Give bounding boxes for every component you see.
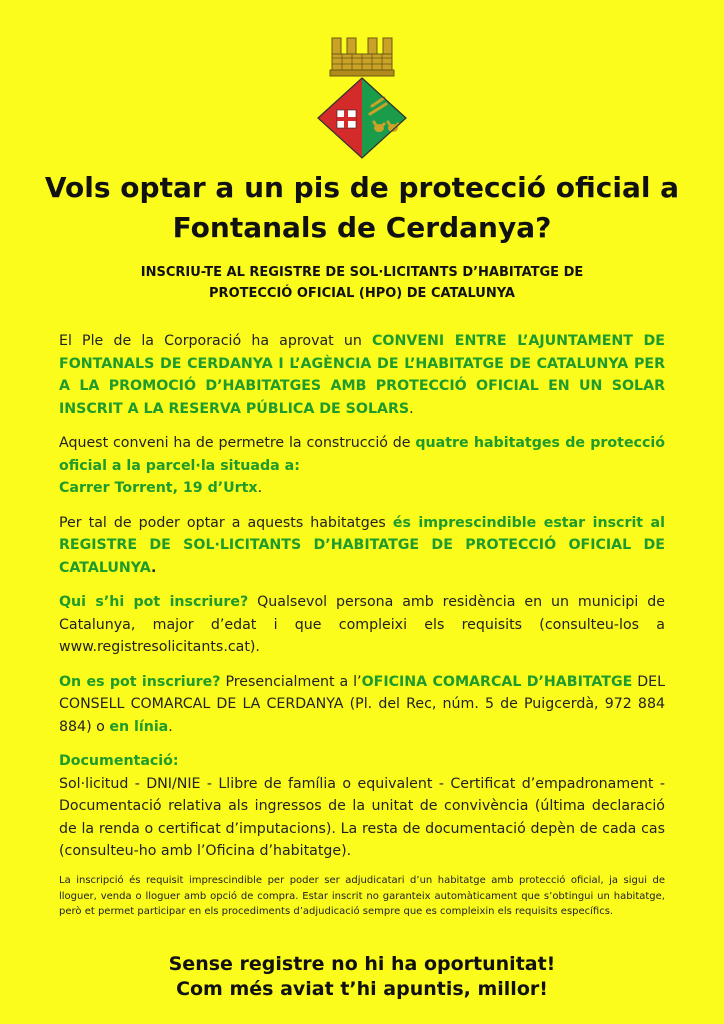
footer-slogan (40, 952, 684, 1002)
main-content (59, 330, 665, 875)
agreement-end: . (409, 400, 414, 417)
where-text-1: Presencialment a l’ (220, 673, 362, 690)
title-line-1: Vols optar a un pis de protecció oficial a (44, 171, 680, 204)
construction-highlight: quatre habitatges de protecció oficial a la parcel·la situada a: (59, 435, 665, 474)
documentation-text: Sol·licitud - DNI/NIE - Llibre de família o equivalent - Certificat d’empadronament - Documentació relativa als ingressos de la unitat de convivència (última declaració de la renda o certificat d’imputacions). La resta de documentació depèn de cada cas (consulteu-ho amb l’Oficina d’habitatge). (59, 775, 665, 859)
page-title (40, 168, 684, 248)
subtitle-line-1: INSCRIU-TE AL REGISTRE DE SOL·LICITANTS D’HABITATGE DE (140, 265, 584, 280)
requirement-end: . (150, 559, 157, 576)
slogan-line-2: Com més aviat t’hi apuntis, millor! (176, 978, 548, 1000)
paragraph-documentation (59, 750, 665, 863)
where-office: OFICINA COMARCAL D’HABITATGE (361, 673, 633, 690)
where-question: On es pot inscriure? (59, 673, 221, 690)
who-text: Qualsevol persona amb residència en un municipi de Catalunya, major d’edat i que compleixi els requisits (consulteu-los a www.registresolicitants.cat). (59, 594, 665, 655)
where-online: en línia (109, 718, 169, 735)
slogan-line-1: Sense registre no hi ha oportunitat! (168, 953, 556, 975)
who-question: Qui s’hi pot inscriure? (59, 594, 249, 610)
paragraph-requirement (59, 512, 665, 580)
subtitle-line-2: PROTECCIÓ OFICIAL (HPO) DE CATALUNYA (209, 286, 515, 301)
construction-end: . (257, 480, 263, 496)
title-line-2: Fontanals de Cerdanya? (172, 211, 552, 244)
paragraph-where (59, 671, 665, 739)
fine-print-note: La inscripció és requisit imprescindible per poder ser adjudicatari d’un habitatge amb protecció oficial, ja sigui de lloguer, venda o lloguer amb opció de compra. Estar inscrit no garanteix automàticament que s’obtingui un habitatge, però et permet participar en els procediments d’adjudicació sempre que es compleixin els requisits específics. (59, 875, 665, 917)
construction-address: Carrer Torrent, 19 d’Urtx (59, 480, 258, 496)
construction-intro: Aquest conveni ha de permetre la construcció de (59, 435, 416, 451)
requirement-highlight: és imprescindible estar inscrit al REGISTRE DE SOL·LICITANTS D’HABITATGE DE PROTECCIÓ OFICIAL DE CATALUNYA (59, 514, 665, 576)
crown-icon (330, 38, 394, 76)
requirement-intro: Per tal de poder optar a aquests habitatges (59, 514, 393, 531)
paragraph-agreement (59, 330, 665, 420)
paragraph-who (59, 591, 665, 659)
where-text-2: DEL CONSELL COMARCAL DE LA CERDANYA (Pl. del Rec, núm. 5 de Puigcerdà, 972 884 884) o (59, 673, 666, 735)
where-end: . (168, 718, 173, 735)
paragraph-construction (59, 432, 665, 500)
agreement-intro: El Ple de la Corporació ha aprovat un (59, 333, 373, 349)
coat-of-arms-icon (312, 34, 412, 160)
shield-icon (318, 78, 406, 158)
page-subtitle (90, 262, 634, 304)
documentation-heading: Documentació: (59, 753, 179, 769)
agreement-highlight: CONVENI ENTRE L’AJUNTAMENT DE FONTANALS DE CERDANYA I L’AGÈNCIA DE L’HABITATGE DE CATALUNYA PER A LA PROMOCIÓ D’HABITATGES AMB PROTECCIÓ OFICIAL EN UN SOLAR INSCRIT A LA RESERVA PÚBLICA DE SOLARS (59, 333, 665, 417)
